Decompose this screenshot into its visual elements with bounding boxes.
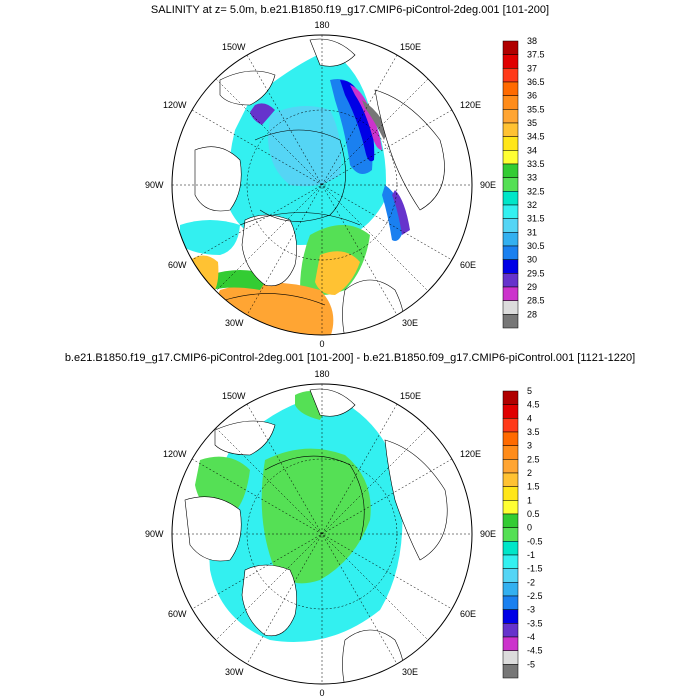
- colorbar-label: -3.5: [527, 618, 543, 629]
- lon-label-30e-b: 30E: [402, 667, 419, 677]
- colorbar-label: 5: [527, 386, 533, 396]
- colorbar-swatch: [503, 610, 518, 624]
- colorbar-label: 28.5: [527, 295, 545, 306]
- lon-label-60e: 60E: [460, 260, 477, 270]
- colorbar-swatch: [503, 555, 518, 569]
- difference-colorbar: [503, 386, 543, 678]
- colorbar-label: 31: [527, 227, 538, 238]
- colorbar-swatch: [503, 405, 518, 419]
- lon-label-90e: 90E: [480, 180, 497, 190]
- lon-label-90w-b: 90W: [145, 529, 164, 539]
- colorbar-label: 34.5: [527, 131, 545, 142]
- colorbar-label: 33.5: [527, 159, 545, 169]
- colorbar-swatch: [503, 191, 518, 205]
- colorbar-label: -0.5: [527, 536, 543, 547]
- lon-label-30w-b: 30W: [225, 667, 244, 677]
- canada-archipelago-land: [195, 147, 241, 211]
- lon-label-150e-b: 150E: [400, 391, 422, 401]
- lon-label-90w: 90W: [145, 180, 164, 190]
- colorbar-swatch: [503, 541, 518, 555]
- colorbar-label: 32: [527, 200, 538, 210]
- lon-label-60w: 60W: [168, 260, 187, 270]
- colorbar-label: -2.5: [527, 591, 543, 601]
- colorbar-swatch: [503, 82, 518, 96]
- lon-label-180: 180: [314, 20, 330, 30]
- colorbar-swatch: [503, 391, 518, 405]
- colorbar-swatch: [503, 178, 518, 192]
- colorbar-label: 29: [527, 282, 538, 292]
- colorbar-swatch: [503, 514, 518, 528]
- lon-label-60e-b: 60E: [460, 609, 477, 619]
- colorbar-swatch: [503, 473, 518, 487]
- colorbar-swatch: [503, 246, 518, 260]
- colorbar-label: 36.5: [527, 77, 545, 87]
- colorbar-label: 4: [527, 413, 533, 424]
- colorbar-swatch: [503, 623, 518, 637]
- colorbar-label: -2: [527, 577, 536, 588]
- colorbar-label: 36: [527, 90, 538, 101]
- colorbar-swatch: [503, 446, 518, 460]
- colorbar-swatch: [503, 664, 518, 678]
- panel-2-title: b.e21.B1850.f19_g17.CMIP6-piControl-2deg.001 [101-200] - b.e21.B1850.f09_g17.CMIP6-piControl.001 [1121-1220]: [64, 352, 636, 364]
- colorbar-label: 3: [527, 440, 533, 451]
- colorbar-label: 29.5: [527, 268, 545, 279]
- colorbar-swatch: [503, 582, 518, 596]
- colorbar-label: 35.5: [527, 104, 545, 115]
- colorbar-swatch: [503, 41, 518, 55]
- colorbar-label: 30.5: [527, 241, 545, 251]
- salinity-colorbar: [503, 36, 545, 328]
- colorbar-label: -1.5: [527, 563, 543, 574]
- colorbar-swatch: [503, 150, 518, 164]
- colorbar-swatch: [503, 459, 518, 473]
- colorbar-label: 28: [527, 309, 538, 320]
- lon-label-30w: 30W: [225, 318, 244, 328]
- lon-label-150w-b: 150W: [222, 391, 246, 401]
- colorbar-swatch: [503, 651, 518, 665]
- colorbar-swatch: [503, 123, 518, 137]
- colorbar-swatch: [503, 500, 518, 514]
- colorbar-label: -4: [527, 632, 536, 642]
- colorbar-swatch: [503, 164, 518, 178]
- colorbar-swatch: [503, 637, 518, 651]
- difference-map: [145, 369, 496, 698]
- colorbar-swatch: [503, 219, 518, 233]
- colorbar-swatch: [503, 418, 518, 432]
- colorbar-label: -5: [527, 659, 536, 670]
- lon-label-150e: 150E: [400, 42, 422, 52]
- lon-label-120e-b: 120E: [460, 449, 482, 459]
- lon-label-120w: 120W: [163, 100, 187, 110]
- lon-label-120w-b: 120W: [163, 449, 187, 459]
- colorbar-swatch: [503, 68, 518, 82]
- colorbar-label: -4.5: [527, 645, 543, 656]
- colorbar-swatch: [503, 528, 518, 542]
- lon-label-150w: 150W: [222, 42, 246, 52]
- lon-label-30e: 30E: [402, 318, 419, 328]
- colorbar-swatch: [503, 137, 518, 151]
- colorbar-swatch: [503, 232, 518, 246]
- colorbar-label: 0: [527, 522, 533, 533]
- colorbar-label: 34: [527, 145, 538, 156]
- colorbar-label: 1: [527, 495, 533, 506]
- colorbar-swatch: [503, 314, 518, 328]
- colorbar-label: 31.5: [527, 213, 545, 224]
- lon-label-120e: 120E: [460, 100, 482, 110]
- lon-label-90e-b: 90E: [480, 529, 497, 539]
- colorbar-label: -3: [527, 604, 536, 615]
- colorbar-swatch: [503, 287, 518, 301]
- colorbar-swatch: [503, 487, 518, 501]
- colorbar-label: -1: [527, 550, 536, 560]
- colorbar-swatch: [503, 205, 518, 219]
- colorbar-label: 0.5: [527, 509, 540, 519]
- colorbar-swatch: [503, 301, 518, 315]
- lon-label-180-b: 180: [314, 369, 330, 379]
- colorbar-label: 37: [527, 63, 538, 74]
- lon-label-0: 0: [319, 339, 325, 349]
- colorbar-label: 32.5: [527, 186, 545, 197]
- colorbar-swatch: [503, 569, 518, 583]
- colorbar-swatch: [503, 260, 518, 274]
- salinity-map: [145, 20, 496, 349]
- colorbar-swatch: [503, 109, 518, 123]
- colorbar-swatch: [503, 55, 518, 69]
- colorbar-swatch: [503, 596, 518, 610]
- lon-label-0-b: 0: [319, 688, 325, 698]
- colorbar-label: 33: [527, 172, 538, 183]
- colorbar-label: 30: [527, 254, 538, 265]
- colorbar-swatch: [503, 432, 518, 446]
- panel-1-title: SALINITY at z= 5.0m, b.e21.B1850.f19_g17.CMIP6-piControl-2deg.001 [101-200]: [150, 4, 550, 16]
- nordic-orange: [213, 283, 333, 339]
- colorbar-label: 37.5: [527, 49, 545, 60]
- colorbar-label: 38: [527, 36, 538, 46]
- colorbar-label: 3.5: [527, 427, 540, 437]
- colorbar-label: 4.5: [527, 399, 540, 410]
- colorbar-label: 2.5: [527, 454, 540, 465]
- colorbar-label: 1.5: [527, 481, 540, 492]
- colorbar-label: 35: [527, 118, 538, 128]
- colorbar-swatch: [503, 273, 518, 287]
- lon-label-60w-b: 60W: [168, 609, 187, 619]
- colorbar-label: 2: [527, 468, 533, 478]
- colorbar-swatch: [503, 96, 518, 110]
